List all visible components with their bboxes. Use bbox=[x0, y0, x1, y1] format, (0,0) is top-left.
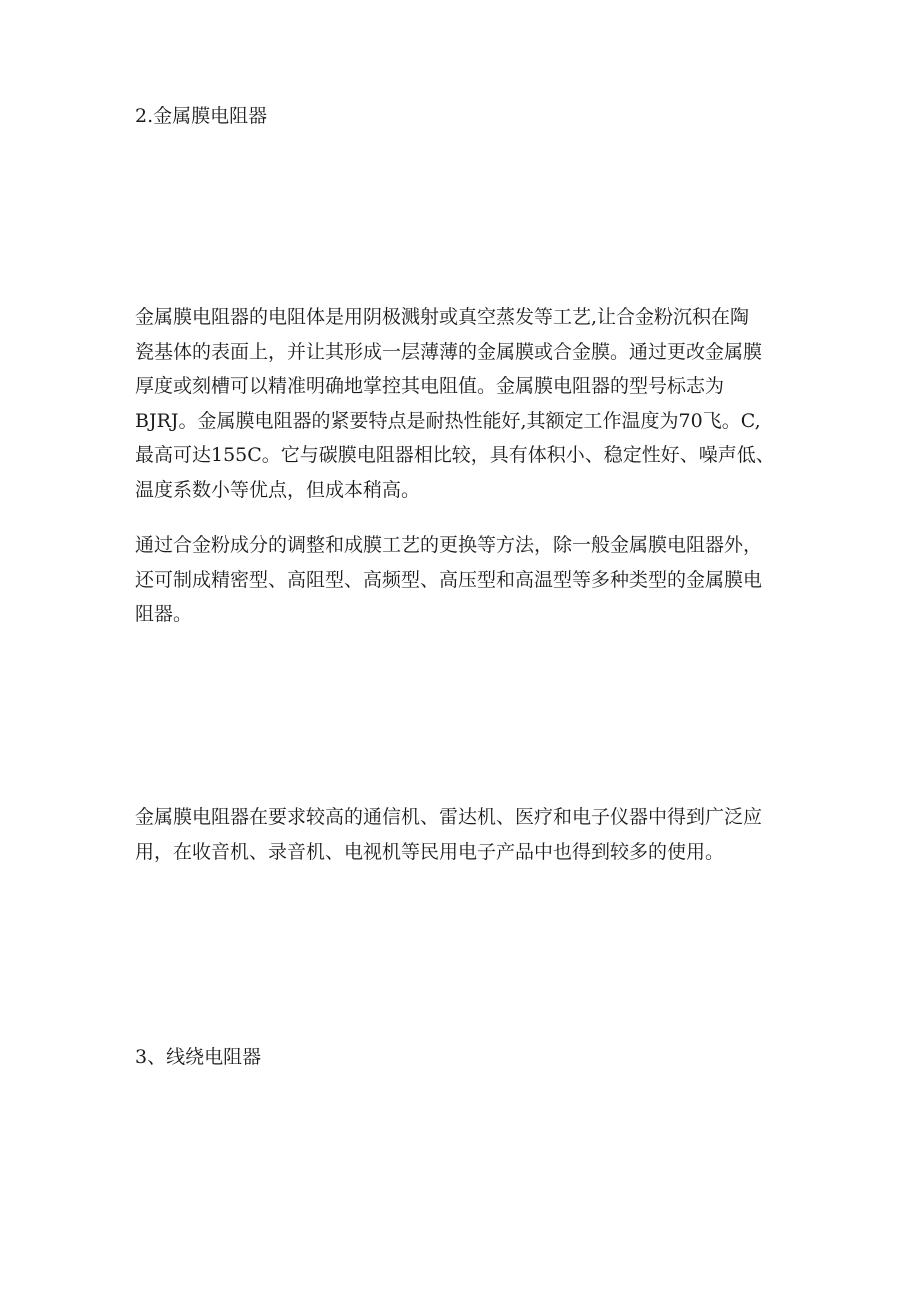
paragraph-line: 通过合金粉成分的调整和成膜工艺的更换等方法，除一般金属膜电阻器外， bbox=[135, 534, 763, 556]
paragraph-line: 最高可达155C。它与碳膜电阻器相比较，具有体积小、稳定性好、噪声低、 bbox=[135, 444, 775, 466]
section-heading-wirewound-resistor: 3、线绕电阻器 bbox=[135, 1046, 262, 1068]
paragraph-metal-film-description bbox=[135, 300, 795, 507]
section-heading-metal-film-resistor: 2.金属膜电阻器 bbox=[135, 105, 268, 127]
paragraph-line: 阻器。 bbox=[135, 603, 193, 625]
paragraph-line: 温度系数小等优点，但成本稍高。 bbox=[135, 478, 421, 501]
paragraph-line: 用，在收音机、录音机、电视机等民用电子产品中也得到较多的使用。 bbox=[135, 840, 725, 863]
paragraph-metal-film-types bbox=[135, 528, 795, 632]
paragraph-line: BJRJ。金属膜电阻器的紧要特点是耐热性能好,其额定工作温度为70飞。C, bbox=[135, 409, 761, 432]
paragraph-line: 金属膜电阻器的电阻体是用阴极溅射或真空蒸发等工艺,让合金粉沉积在陶 bbox=[135, 306, 750, 328]
paragraph-line: 金属膜电阻器在要求较高的通信机、雷达机、医疗和电子仪器中得到广泛应 bbox=[135, 806, 763, 828]
paragraph-line: 还可制成精密型、高阻型、高频型、高压型和高温型等多种类型的金属膜电 bbox=[135, 568, 763, 591]
paragraph-line: 瓷基体的表面上，并让其形成一层薄薄的金属膜或合金膜。通过更改金属膜 bbox=[135, 340, 763, 363]
paragraph-line: 厚度或刻槽可以精准明确地掌控其电阻值。金属膜电阻器的型号标志为 bbox=[135, 375, 725, 397]
paragraph-metal-film-applications bbox=[135, 800, 795, 869]
